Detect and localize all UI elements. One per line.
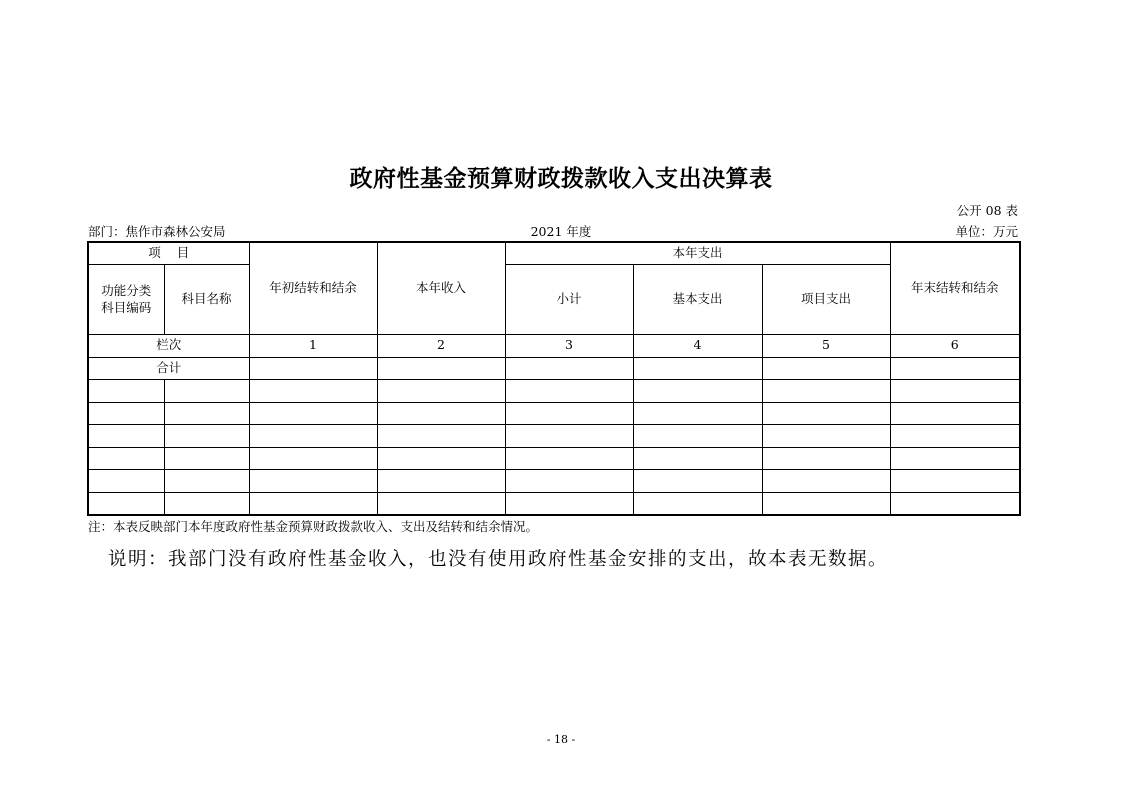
table-cell <box>890 357 1020 380</box>
fiscal-year: 2021 年度 <box>530 224 592 239</box>
table-cell <box>505 357 633 380</box>
budget-table <box>87 241 1021 516</box>
header-project: 项 目 <box>88 242 249 265</box>
total-label: 合计 <box>88 357 249 380</box>
col-number: 1 <box>249 335 377 358</box>
department-label: 部门：焦作市森林公安局 <box>88 224 226 239</box>
table-cell <box>249 357 377 380</box>
col-number: 4 <box>633 335 762 358</box>
header-income: 本年收入 <box>377 242 505 335</box>
report-title: 政府性基金预算财政拨款收入支出决算表 <box>349 166 773 192</box>
table-row <box>88 492 1020 515</box>
col-number: 2 <box>377 335 505 358</box>
header-subtotal: 小计 <box>505 265 633 335</box>
table-row <box>88 402 1020 425</box>
total-row <box>88 357 1020 380</box>
header-project-expense: 项目支出 <box>762 265 890 335</box>
header-subject-name: 科目名称 <box>164 265 249 335</box>
form-code: 公开 08 表 <box>956 203 1018 218</box>
header-expense-group: 本年支出 <box>505 242 890 265</box>
table-cell <box>633 357 762 380</box>
column-index-row <box>88 335 1020 358</box>
table-note: 注：本表反映部门本年度政府性基金预算财政拨款收入、支出及结转和结余情况。 <box>88 519 539 534</box>
table-cell <box>377 357 505 380</box>
table-row <box>88 470 1020 493</box>
page-number: - 18 - <box>546 733 576 746</box>
col-number: 5 <box>762 335 890 358</box>
header-basic-expense: 基本支出 <box>633 265 762 335</box>
header-begin-balance: 年初结转和结余 <box>249 242 377 335</box>
header-end-balance: 年末结转和结余 <box>890 242 1020 335</box>
unit-label: 单位：万元 <box>955 224 1018 239</box>
col-number: 3 <box>505 335 633 358</box>
table-row <box>88 380 1020 403</box>
table-row <box>88 447 1020 470</box>
col-number: 6 <box>890 335 1020 358</box>
table-cell <box>762 357 890 380</box>
explanation-text: 说明：我部门没有政府性基金收入，也没有使用政府性基金安排的支出，故本表无数据。 <box>108 549 889 570</box>
header-func-code: 功能分类科目编码 <box>88 265 164 335</box>
table-row <box>88 425 1020 448</box>
row-index-label: 栏次 <box>88 335 249 358</box>
